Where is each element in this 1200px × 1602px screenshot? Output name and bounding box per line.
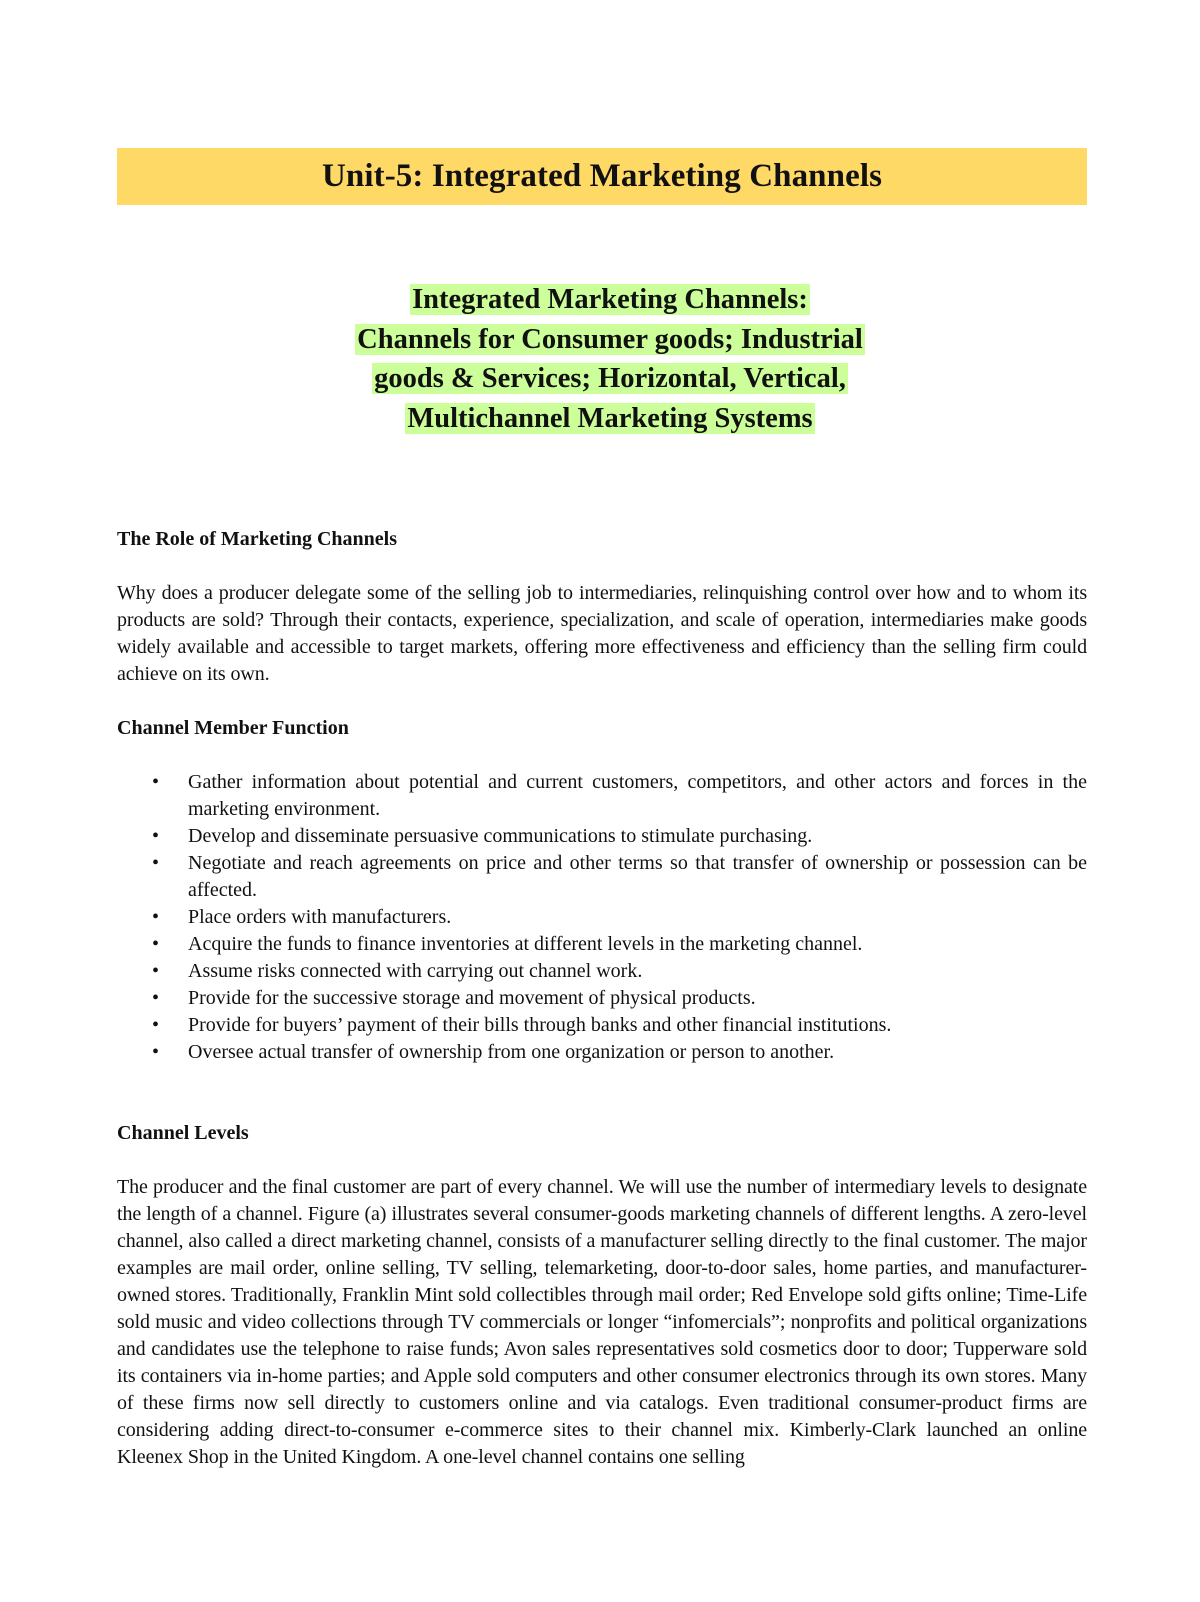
bullet-icon: •	[152, 1014, 160, 1036]
subtitle-line-2: Channels for Consumer goods; Industrial	[357, 323, 863, 355]
list-item-text: Assume risks connected with carrying out channel work.	[188, 960, 643, 982]
list-item	[117, 904, 1087, 931]
subtitle-line-1: Integrated Marketing Channels:	[412, 284, 808, 315]
subtitle-line-4: Multichannel Marketing Systems	[407, 402, 813, 434]
list-item	[117, 850, 1087, 904]
list-item	[117, 958, 1087, 985]
list-item-text: Gather information about potential and current customers, competitors, and other actors and forces in the marketing environment.	[188, 771, 1087, 820]
function-list	[117, 769, 1087, 1066]
document-body	[117, 526, 1087, 1471]
list-item	[117, 985, 1087, 1012]
subtitle-block	[300, 280, 920, 438]
list-item-text: Oversee actual transfer of ownership from one organization or person to another.	[188, 1041, 835, 1063]
list-item-text: Acquire the funds to finance inventories at different levels in the marketing channel.	[188, 933, 863, 955]
role-paragraph: Why does a producer delegate some of the selling job to intermediaries, relinquishing control over how and to whom its products are sold? Through their contacts, experience, specialization, and scale of operation, intermediaries make goods widely available and accessible to target markets, offering more effectiveness and efficiency than the selling firm could achieve on its own.	[117, 582, 1087, 685]
bullet-icon: •	[152, 987, 160, 1009]
list-item-text: Develop and disseminate persuasive communications to stimulate purchasing.	[188, 825, 813, 847]
unit-title: Unit-5: Integrated Marketing Channels	[321, 158, 883, 194]
levels-paragraph: The producer and the final customer are part of every channel. We will use the number of intermediary levels to designate the length of a channel. Figure (a) illustrates several consumer-goods marketing channels of different lengths. A zero-level channel, also called a direct marketing channel, consists of a manufacturer selling directly to the final customer. The major examples are mail order, online selling, TV selling, telemarketing, door-to-door sales, home parties, and manufacturer-owned stores. Traditionally, Franklin Mint sold collectibles through mail order; Red Envelope sold gifts online; Time-Life sold music and video collections through TV commercials or longer “infomercials”; nonprofits and political organizations and candidates use the telephone to raise funds; Avon sales representatives sold cosmetics door to door; Tupperware sold its containers via in-home parties; and Apple sold computers and other consumer electronics through its own stores. Many of these firms now sell directly to customers online and via catalogs. Even traditional consumer-product firms are considering adding direct-to-consumer e-commerce sites to their channel mix. Kimberly-Clark launched an online Kleenex Shop in the United Kingdom. A one-level channel contains one selling	[117, 1176, 1087, 1468]
list-item-text: Place orders with manufacturers.	[188, 906, 452, 928]
bullet-icon: •	[152, 852, 160, 874]
levels-heading: Channel Levels	[117, 1122, 249, 1144]
list-item	[117, 769, 1087, 823]
bullet-icon: •	[152, 933, 160, 955]
bullet-icon: •	[152, 825, 160, 847]
list-item-text: Provide for buyers’ payment of their bills through banks and other financial institutions.	[188, 1014, 892, 1036]
bullet-icon: •	[152, 960, 160, 982]
bullet-icon: •	[152, 771, 160, 793]
list-item-text: Provide for the successive storage and movement of physical products.	[188, 987, 756, 1009]
role-heading: The Role of Marketing Channels	[117, 528, 397, 550]
bullet-icon: •	[152, 906, 160, 928]
subtitle-line-3: goods & Services; Horizontal, Vertical,	[374, 363, 846, 394]
list-item	[117, 823, 1087, 850]
function-heading: Channel Member Function	[117, 717, 349, 739]
bullet-icon: •	[152, 1041, 160, 1063]
list-item	[117, 1039, 1087, 1066]
list-item-text: Negotiate and reach agreements on price and other terms so that transfer of ownership or possession can be affected.	[188, 852, 1087, 901]
list-item	[117, 931, 1087, 958]
unit-title-banner	[117, 148, 1087, 205]
list-item	[117, 1012, 1087, 1039]
